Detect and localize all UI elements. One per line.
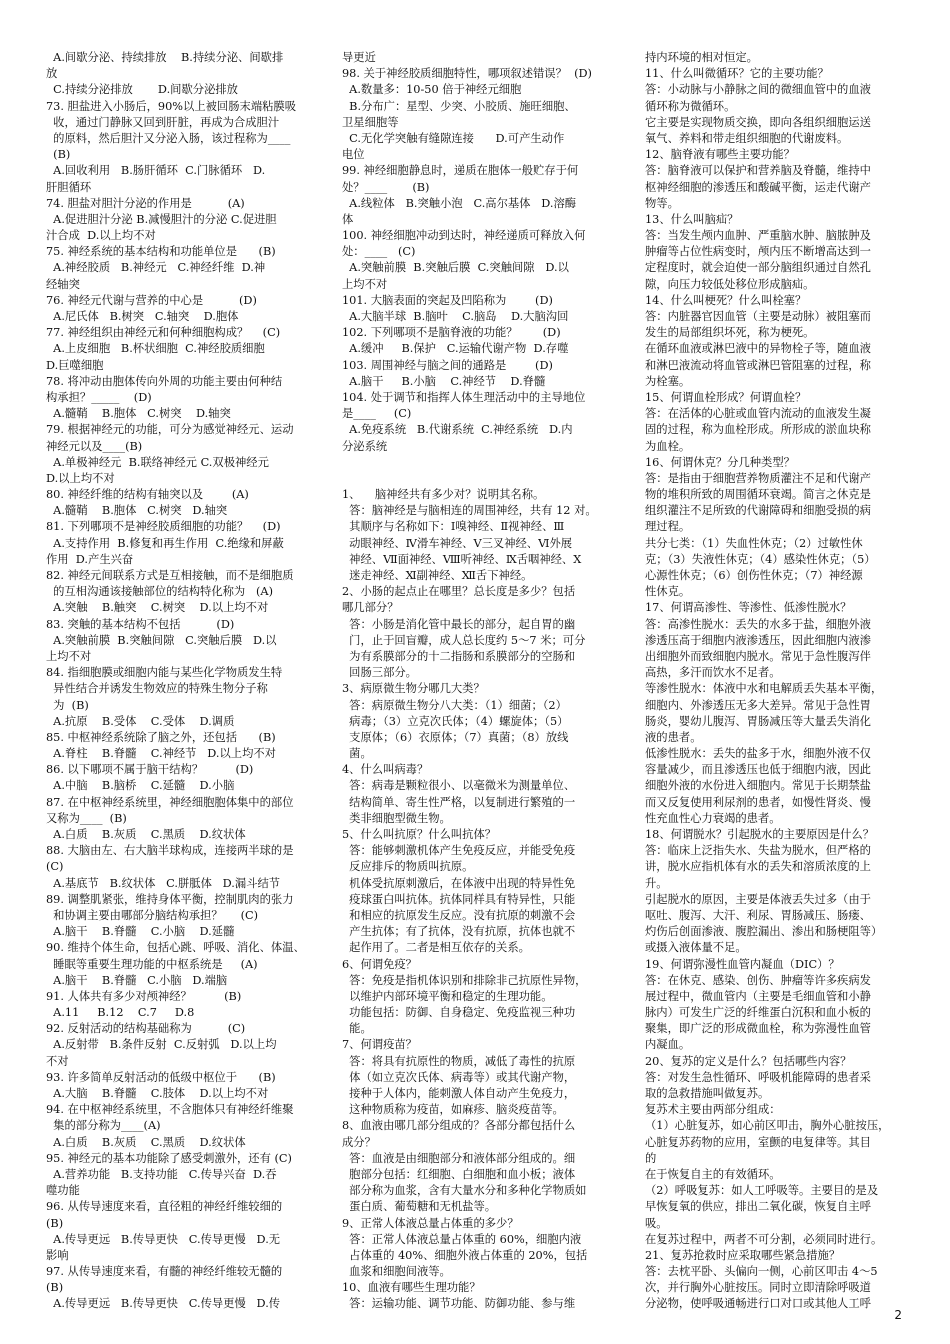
text-line-left: (B) — [46, 148, 71, 162]
text-line-left: 97. 从传导速度来看，有髓的神经纤维较无髓的 — [46, 1265, 283, 1279]
text-line-middle: 类非细胞型微生物。 — [342, 811, 451, 825]
text-line-right: 性休克。 — [645, 585, 691, 599]
text-line-left: 75. 神经系统的基本结构和功能单位是 (B) — [46, 245, 276, 259]
text-line-middle: 答：将具有抗原性的物质，减低了毒性的抗原 — [342, 1054, 576, 1068]
text-line-middle: 胞部分包括：红细胞、白细胞和血小板；液体 — [342, 1167, 576, 1181]
text-line-middle: 上均不对 — [342, 277, 388, 291]
text-line-right: 吸。 — [645, 1216, 668, 1230]
text-line-right: 答：脑脊液可以保护和营养脑及脊髓，维持中 — [645, 164, 871, 178]
text-line-left: 76. 神经元代谢与营养的中心是 (D) — [46, 293, 257, 307]
text-line-right: 分泌物，使呼吸通畅进行口对口或其他人工呼 — [645, 1297, 871, 1311]
text-line-middle: 占体重的 40%、细胞外液占体重的 20%，包括 — [342, 1248, 588, 1262]
text-line-left: A.突触 B.触突 C.树突 D.以上均不对 — [46, 601, 269, 615]
text-line-right: 答：小动脉与小静脉之间的微细血管中的血液 — [645, 83, 871, 97]
text-line-left: 91. 人体共有多少对颅神经？ (B) — [46, 989, 242, 1003]
text-line-right: 讲，脱水应指机体有水的丢失和溶质浓度的上 — [645, 860, 871, 874]
text-line-right: 固的过程，称为血栓形成。所形成的淤血块称 — [645, 423, 871, 437]
text-line-right: 液的患者。 — [645, 730, 702, 744]
text-line-left: A.传导更远 B.传导更快 C.传导更慢 D.传 — [46, 1297, 281, 1311]
column-left — [46, 50, 328, 1313]
text-line-right: 和淋巴液流动将血管或淋巴管阻塞的过程，称 — [645, 358, 871, 372]
text-line-left: 86. 以下哪项不属于脑干结构？ (D) — [46, 763, 254, 777]
text-line-middle: 起作用了。二者是相互依存的关系。 — [342, 941, 530, 955]
text-line-left: A.髓鞘 B.胞体 C.树突 D.轴突 — [46, 504, 228, 518]
text-line-middle: 6、何谓免疫？ — [342, 957, 417, 971]
text-line-middle: 100. 神经细胞冲动到达时，神经递质可释放入何 — [342, 229, 586, 243]
text-line-left: A.基底节 B.纹状体 C.胼胝体 D.漏斗结节 — [46, 876, 281, 890]
page-number: 2 — [894, 1308, 902, 1322]
text-line-right: 细胞内、外渗透压无多大差异。常见于急性胃 — [645, 698, 871, 712]
text-line-left: 88. 大脑由左、右大脑半球构成，连接两半球的是 — [46, 844, 294, 858]
text-line-middle: 7、何谓疫苗？ — [342, 1038, 417, 1052]
text-line-middle: 反应排斥的物质叫抗原。 — [342, 860, 474, 874]
text-line-left: (B) — [46, 1281, 64, 1295]
text-line-middle: A.线粒体 B.突触小泡 C.高尔基体 D.溶酶 — [342, 196, 577, 210]
text-line-middle: 答：小肠是消化管中最长的部分，起自胃的幽 — [342, 617, 576, 631]
text-line-middle: 98. 关于神经胶质细胞特性，哪项叙述错误？ (D) — [342, 67, 592, 81]
text-line-right: 16、何谓休克？分几种类型？ — [645, 455, 795, 469]
text-line-middle: 结构简单、寄生性严格，以复制进行繁殖的一 — [342, 795, 576, 809]
text-line-right: 而又反复使用利尿剂的患者，如慢性肾炎、慢 — [645, 795, 871, 809]
text-line-middle: 疫球蛋白叫抗体。抗体同样具有特异性，只能 — [342, 892, 576, 906]
text-line-left: 87. 在中枢神经系统里，神经细胞胞体集中的部位 — [46, 795, 294, 809]
text-line-left: 83. 突触的基本结构不包括 (D) — [46, 617, 235, 631]
text-line-middle — [342, 471, 624, 487]
text-line-middle: 为有系膜部分的十二指肠和系膜部分的空肠和 — [342, 649, 576, 663]
text-line-middle: 104. 处于调节和指挥人体生理活动中的主导地位 — [342, 390, 586, 404]
text-line-right: 低渗性脱水：丢失的盐多于水，细胞外液不仅 — [645, 747, 871, 761]
text-line-middle: 和相应的抗原发生反应。没有抗原的刺激不会 — [342, 908, 576, 922]
text-line-left: A.中脑 B.脑桥 C.延髓 D.小脑 — [46, 779, 235, 793]
text-line-middle: 处：____ (C) — [342, 245, 416, 259]
text-line-middle: 回肠三部分。 — [342, 666, 417, 680]
text-line-middle: 这种物质称为疫苗，如麻疹、脑炎疫苗等。 — [342, 1103, 564, 1117]
text-line-left: A.支持作用 B.修复和再生作用 C.绝缘和屏蔽 — [46, 536, 284, 550]
text-line-middle: 答：病原微生物分八大类：（1）细菌；（2） — [342, 698, 567, 712]
text-line-left: A.脊柱 B.脊髓 C.神经节 D.以上均不对 — [46, 747, 276, 761]
text-line-middle: 其顺序与名称如下：Ⅰ嗅神经、Ⅱ视神经、Ⅲ — [342, 520, 565, 534]
text-line-middle: 动眼神经、Ⅳ滑车神经、Ⅴ三叉神经、Ⅵ外展 — [342, 536, 573, 550]
text-line-left: 经轴突 — [46, 277, 80, 291]
text-line-right: 心脏复苏药物的应用，室颤的电复律等。其目 — [645, 1135, 871, 1149]
text-line-left: A.神经胶质 B.神经元 C.神经纤维 D.神 — [46, 261, 266, 275]
text-line-right: 引起脱水的原因，主要是体液丢失过多（由于 — [645, 892, 871, 906]
text-line-middle: 蛋白质、葡萄糖和无机盐等。 — [342, 1200, 497, 1214]
text-line-right: 它主要是实现物质交换，即向各组织细胞运送 — [645, 115, 871, 129]
text-line-right: 聚集，即广泛的形成微血栓，称为弥漫性血管 — [645, 1022, 871, 1036]
text-line-middle: 101. 大脑表面的突起及凹陷称为 (D) — [342, 293, 553, 307]
text-line-middle: 菌。 — [342, 747, 372, 761]
text-line-middle: 答：血液是由细胞部分和液体部分组成的。细 — [342, 1151, 576, 1165]
text-line-middle: A.脑干 B.小脑 C.神经节 D.脊髓 — [342, 374, 546, 388]
text-line-left: A.回收利用 B.肠肝循环 C.门脉循环 D. — [46, 164, 266, 178]
text-line-middle: 门，止于回盲瓣，成人总长度约 5～7 米；可分 — [342, 633, 586, 647]
text-line-right: 为栓塞。 — [645, 374, 691, 388]
text-line-middle: 8、血液由哪几部分组成的？各部分都包括什么 — [342, 1119, 576, 1133]
text-line-left: (B) — [46, 1216, 64, 1230]
text-line-middle: 10、血液有哪些生理功能？ — [342, 1281, 481, 1295]
text-line-left: D.以上均不对 — [46, 471, 115, 485]
text-line-right: 定程度时，就会迫使一部分脑组织通过自然孔 — [645, 261, 871, 275]
text-line-left: 80. 神经纤维的结构有轴突以及 (A) — [46, 488, 249, 502]
text-line-middle: 成分？ — [342, 1135, 376, 1149]
text-line-middle: 部分称为血浆，含有大量水分和多种化学物质如 — [342, 1184, 587, 1198]
text-line-left: A.上皮细胞 B.杯状细胞 C.神经胶质细胞 — [46, 342, 265, 356]
text-line-right: 答：高渗性脱水：丢失的水多于盐，细胞外液 — [645, 617, 871, 631]
text-line-middle: 体（如立克次氏体、病毒等）或其代谢产物， — [342, 1070, 576, 1084]
text-line-middle: 是____ (C) — [342, 407, 412, 421]
text-line-left: 74. 胆盐对胆汁分泌的作用是 (A) — [46, 196, 245, 210]
text-line-right: 呕吐、腹泻、大汗、利尿、胃肠减压、肠瘘、 — [645, 908, 871, 922]
text-line-middle: 102. 下列哪项不是脑脊液的功能？ (D) — [342, 326, 561, 340]
text-line-middle: A.突触前膜 B.突触后膜 C.突触间隙 D.以 — [342, 261, 569, 275]
text-line-left: 78. 将冲动由胞体传向外周的功能主要由何种结 — [46, 374, 283, 388]
text-line-right: 在循环血液或淋巴液中的异物栓子等，随血液 — [645, 342, 871, 356]
text-line-right: 克；（3）失液性休克；（4）感染性休克；（5） — [645, 552, 876, 566]
text-line-right: 答：临床上泛指失水、失盐为脱水，但严格的 — [645, 844, 871, 858]
text-line-middle: 3、病原微生物分哪几大类？ — [342, 682, 485, 696]
text-line-right: 高热，多汗而饮水不足者。 — [645, 666, 781, 680]
text-line-left: A.间歇分泌、持续排放 B.持续分泌、间歇排 — [46, 51, 284, 64]
text-line-right: 性充血性心力衰竭的患者。 — [645, 811, 781, 825]
text-line-left: 81. 下列哪项不是神经胶质细胞的功能？ (D) — [46, 520, 281, 534]
text-line-right: 隙，向压力较低处移位形成脑疝。 — [645, 277, 815, 291]
text-line-middle: 4、什么叫病毒？ — [342, 763, 429, 777]
text-line-right: 12、脑脊液有哪些主要功能？ — [645, 148, 795, 162]
text-line-left: 92. 反射活动的结构基础称为 (C) — [46, 1022, 246, 1036]
text-line-right: （2）呼吸复苏：如人工呼吸等。主要目的是及 — [645, 1184, 879, 1198]
text-line-right: 21、复苏抢救时应采取哪些紧急措施？ — [645, 1248, 841, 1262]
text-line-right: 肿瘤等占位性病变时，颅内压不断增高达到一 — [645, 245, 871, 259]
text-line-left: A.髓鞘 B.胞体 C.树突 D.轴突 — [46, 407, 231, 421]
text-line-middle: A.数量多：10-50 倍于神经元细胞 — [342, 83, 522, 97]
text-line-middle: 接种于人体内，能刺激人体自动产生免疫力， — [342, 1087, 576, 1100]
text-line-left: 不对 — [46, 1054, 69, 1068]
text-line-left: A.单极神经元 B.联络神经元 C.双极神经元 — [46, 455, 269, 469]
text-line-right: 灼伤后创面渗液、腹腔漏出、渗出和肠梗阻等） — [645, 925, 883, 939]
text-line-middle: 答：脑神经是与脑相连的周围神经，共有 12 对。 — [342, 504, 597, 518]
text-line-left: A.营养功能 B.支持功能 C.传导兴奋 D.吞 — [46, 1167, 277, 1181]
text-line-right: 理过程。 — [645, 520, 691, 534]
text-line-middle: 哪几部分？ — [342, 601, 399, 615]
text-line-left: A.传导更远 B.传导更快 C.传导更慢 D.无 — [46, 1232, 281, 1246]
column-middle — [342, 50, 624, 1313]
text-line-right: 循环称为微循环。 — [645, 99, 736, 113]
text-line-left: 又称为____ (B) — [46, 811, 127, 825]
text-line-middle: A.大脑半球 B.脑叶 C.脑岛 D.大脑沟回 — [342, 310, 569, 323]
text-line-middle: 病毒；（3）立克次氏体；（4）螺旋体；（5） — [342, 714, 569, 728]
text-line-middle: 99. 神经细胞静息时，递质在胞体一般贮存于何 — [342, 164, 579, 178]
text-line-right: 发生的局部组织坏死，称为梗死。 — [645, 326, 815, 340]
text-line-right: 答：在活体的心脏或血管内流动的血液发生凝 — [645, 407, 871, 421]
text-line-left: 73. 胆盐进入小肠后，90%以上被回肠末端粘膜吸 — [46, 99, 297, 113]
text-line-right: 次，并行胸外心脏按压。同时立即清除呼吸道 — [645, 1281, 871, 1295]
text-line-right: 共分七类：（1）失血性休克；（2）过敏性休 — [645, 536, 863, 550]
text-line-right: 升。 — [645, 876, 668, 890]
text-line-left: A.尼氏体 B.树突 C.轴突 D.胞体 — [46, 310, 239, 323]
text-line-right: 答：当发生颅内血肿、严重脑水肿、脑脓肿及 — [645, 229, 871, 243]
text-line-right: 在复苏过程中，两者不可分割，必须同时进行。 — [645, 1232, 883, 1246]
text-line-left: A.抗原 B.受体 C.受体 D.调质 — [46, 714, 235, 728]
text-line-middle: 电位 — [342, 148, 365, 162]
text-line-left: 85. 中枢神经系统除了脑之外，还包括 (B) — [46, 730, 276, 744]
text-line-left: 89. 调整肌紧张，维持身体平衡，控制肌肉的张力 — [46, 892, 294, 906]
text-line-left: (C) — [46, 860, 64, 874]
text-line-middle: 导更近 — [342, 51, 376, 64]
text-line-right: 物的堆积所致的周围循环衰竭。简言之休克是 — [645, 488, 871, 502]
text-line-middle: B.分布广：星型、少突、小胶质、施旺细胞、 — [342, 99, 576, 113]
text-line-middle: A.缓冲 B.保护 C.运输代谢产物 D.存噬 — [342, 342, 569, 356]
column-right — [645, 50, 907, 1313]
text-line-left: 93. 许多简单反射活动的低级中枢位于 (B) — [46, 1070, 276, 1084]
text-line-left: A.脑干 B.脊髓 C.小脑 D.延髓 — [46, 925, 235, 939]
text-line-right: （1）心脏复苏，如心前区叩击，胸外心脏按压， — [645, 1119, 890, 1133]
text-line-right: 17、何谓高渗性、等渗性、低渗性脱水？ — [645, 601, 852, 615]
text-line-right: 19、何谓弥漫性血管内凝血（DIC）？ — [645, 957, 840, 971]
text-line-left: 的互相沟通该接触部位的结构特化称为 (A) — [46, 585, 273, 599]
text-line-middle: 答：免疫是指机体识别和排除非己抗原性异物， — [342, 973, 587, 987]
text-line-left: 汁合成 D.以上均不对 — [46, 229, 156, 243]
text-line-left: 94. 在中枢神经系统里，不含胞体只有神经纤维聚 — [46, 1103, 294, 1117]
text-line-right: 在于恢复自主的有效循环。 — [645, 1167, 781, 1181]
text-line-middle: 答：正常人体液总量占体重的 60%，细胞内液 — [342, 1232, 582, 1246]
text-line-left: A.白质 B.灰质 C.黑质 D.纹状体 — [46, 828, 246, 841]
text-line-right: 细胞外液的水份进入细胞内。常见于长期禁盐 — [645, 779, 871, 793]
text-line-left: 影响 — [46, 1248, 69, 1262]
text-line-left: 睡眠等重要生理功能的中枢系统是 (A) — [46, 957, 258, 971]
text-line-left: 收，通过门静脉又回到肝脏，再成为合成胆汁 — [46, 115, 280, 129]
text-line-left: 的原料，然后胆汁又分泌入肠，该过程称为____ — [46, 131, 291, 145]
text-line-right: 枢神经细胞的渗透压和酸碱平衡，运走代谢产 — [645, 180, 871, 194]
text-line-right: 的 — [645, 1151, 657, 1165]
text-line-left: 作用 D.产生兴奋 — [46, 552, 134, 566]
text-line-left: 95. 神经元的基本功能除了感受刺激外，还有 (C) — [46, 1151, 292, 1165]
text-line-left: 噬功能 — [46, 1184, 80, 1198]
text-line-middle — [342, 455, 624, 471]
text-line-left: 77. 神经组织由神经元和何种细胞构成？ (C) — [46, 326, 281, 340]
text-line-right: 氧气、养料和带走组织细胞的代谢废料。 — [645, 131, 849, 145]
text-line-left: A.突触前膜 B.突触间隙 C.突触后膜 D.以 — [46, 633, 277, 647]
text-line-right: 为血栓。 — [645, 439, 691, 453]
text-line-middle: 迷走神经、Ⅺ副神经、Ⅻ舌下神经。 — [342, 569, 533, 582]
text-line-left: 和协调主要由哪部分脑结构承担？ (C) — [46, 908, 259, 922]
text-line-right: 答：在休克、感染、创伤、肿瘤等许多疾病发 — [645, 973, 871, 987]
text-line-middle: A.免疫系统 B.代谢系统 C.神经系统 D.内 — [342, 423, 573, 437]
text-line-right: 肠炎，婴幼儿腹泻、胃肠减压等大量丢失消化 — [645, 714, 871, 728]
text-line-middle: 卫星细胞等 — [342, 115, 399, 129]
text-line-right: 答：内脏器官因血管（主要是动脉）被阻塞而 — [645, 310, 871, 323]
text-line-middle: 处？____ (B) — [342, 180, 430, 194]
text-line-right: 或摄入液体量不足。 — [645, 941, 747, 955]
text-line-middle: 5、什么叫抗原？什么叫抗体？ — [342, 828, 497, 841]
text-line-left: A.反射带 B.条件反射 C.反射弧 D.以上均 — [46, 1038, 277, 1052]
text-line-right: 脉内）可发生广泛的纤维蛋白沉积和血小板的 — [645, 1006, 871, 1020]
text-line-right: 渗透压高于细胞内液渗透压，因此细胞内液渗 — [645, 633, 871, 647]
text-line-middle: 2、小肠的起点止在哪里？总长度是多少？包括 — [342, 585, 576, 599]
text-line-middle: 机体受抗原刺激后，在体液中出现的特异性免 — [342, 876, 576, 890]
text-line-left: A.白质 B.灰质 C.黑质 D.纹状体 — [46, 1135, 246, 1149]
text-line-middle: 9、正常人体液总量占体重的多少？ — [342, 1216, 519, 1230]
text-line-left: 上均不对 — [46, 649, 92, 663]
text-line-right: 11、什么叫微循环？它的主要功能？ — [645, 67, 829, 81]
text-line-middle: 以维护内部环境平衡和稳定的生理功能。 — [342, 989, 553, 1003]
text-line-middle: 1、 脑神经共有多少对？说明其名称。 — [342, 488, 545, 502]
text-line-left: A.大脑 B.脊髓 C.肢体 D.以上均不对 — [46, 1087, 269, 1100]
text-line-left: D.巨噬细胞 — [46, 358, 104, 372]
text-line-right: 容量减少，而且渗透压也低于细胞内液，因此 — [645, 763, 871, 777]
text-line-right: 20、复苏的定义是什么？包括哪些内容？ — [645, 1054, 852, 1068]
text-line-left: A.脑干 B.脊髓 C.小脑 D.端脑 — [46, 973, 228, 987]
text-line-left: 90. 维持个体生命，包括心跳、呼吸、消化、体温、 — [46, 941, 305, 955]
text-line-right: 早恢复氧的供应，排出二氧化碳，恢复自主呼 — [645, 1200, 871, 1214]
text-line-right: 答：对发生急性循环、呼吸机能障碍的患者采 — [645, 1070, 871, 1084]
text-line-right: 答：去枕平卧、头偏向一侧，心前区叩击 4～5 — [645, 1265, 878, 1279]
text-line-left: A.11 B.12 C.7 D.8 — [46, 1006, 195, 1020]
text-line-left: 构承担？_____ (D) — [46, 390, 152, 404]
text-line-left: 放 — [46, 67, 58, 81]
text-line-middle: 支原体；（6）衣原体；（7）真菌；（8）放线 — [342, 730, 569, 744]
text-line-left: 集的部分称为____(A) — [46, 1119, 161, 1133]
text-line-middle: 体 — [342, 212, 354, 226]
text-line-left: 为 (B) — [46, 698, 89, 712]
text-line-left: 82. 神经元间联系方式是互相接触，而不是细胞质 — [46, 569, 294, 582]
text-line-right: 心源性休克；（6）创伤性休克；（7）神经源 — [645, 569, 863, 582]
text-line-middle: 答：病毒是颗粒很小、以毫微米为测量单位、 — [342, 779, 576, 793]
text-line-middle: 能。 — [342, 1022, 372, 1036]
text-line-left: 84. 指细胞膜或细胞内能与某些化学物质发生特 — [46, 666, 283, 680]
text-line-right: 14、什么叫梗死？什么叫栓塞？ — [645, 293, 807, 307]
text-line-right: 物等。 — [645, 196, 679, 210]
text-line-middle: 答：运输功能、调节功能、防御功能、参与维 — [342, 1297, 576, 1311]
text-line-right: 13、什么叫脑疝？ — [645, 212, 739, 226]
text-line-middle: C.无化学突触有缝隙连接 D.可产生动作 — [342, 131, 565, 145]
text-line-right: 答：是指由于细胞营养物质灌注不足和代谢产 — [645, 471, 871, 485]
text-line-middle: 答：能够刺激机体产生免疫反应，并能受免疫 — [342, 844, 576, 858]
text-line-right: 组织灌注不足所致的代谢障碍和细胞受损的病 — [645, 504, 871, 518]
text-line-left: 96. 从传导速度来看，直径粗的神经纤维较细的 — [46, 1200, 283, 1214]
text-line-right: 等渗性脱水：体液中水和电解质丢失基本平衡， — [645, 682, 883, 696]
text-line-right: 15、何谓血栓形成？何谓血栓？ — [645, 390, 807, 404]
text-line-left: 神经元以及____(B) — [46, 439, 143, 453]
text-line-right: 复苏术主要由两部分组成： — [645, 1103, 781, 1117]
text-line-middle: 功能包括：防御、自身稳定、免疫监视三种功 — [342, 1006, 576, 1020]
text-line-right: 取的急救措施叫做复苏。 — [645, 1087, 770, 1100]
text-line-right: 展过程中，微血管内（主要是毛细血管和小静 — [645, 989, 871, 1003]
text-line-right: 内凝血。 — [645, 1038, 691, 1052]
text-line-middle: 神经、Ⅶ面神经、Ⅷ听神经、Ⅸ舌咽神经、Ⅹ — [342, 552, 582, 566]
text-line-left: 79. 根据神经元的功能，可分为感觉神经元、运动 — [46, 423, 294, 437]
text-line-middle: 分泌系统 — [342, 439, 388, 453]
text-line-middle: 产生抗体；有了抗体，没有抗原，抗体也就不 — [342, 925, 576, 939]
text-line-right: 18、何谓脱水？引起脱水的主要原因是什么？ — [645, 828, 875, 841]
text-line-left: 肝胆循环 — [46, 180, 92, 194]
text-line-left: A.促进胆汁分泌 B.减慢胆汁的分泌 C.促进胆 — [46, 212, 277, 226]
text-line-middle: 103. 周围神经与脑之间的通路是 (D) — [342, 358, 553, 372]
text-line-middle: 血浆和细胞间液等。 — [342, 1265, 451, 1279]
text-line-left: 异性结合并诱发生物效应的特殊生物分子称 — [46, 682, 268, 696]
text-line-right: 出细胞外而致细胞内脱水。常见于急性腹泻伴 — [645, 649, 871, 663]
text-line-right: 持内环境的相对恒定。 — [645, 51, 758, 64]
text-line-left: C.持续分泌排放 D.间歇分泌排放 — [46, 83, 238, 97]
